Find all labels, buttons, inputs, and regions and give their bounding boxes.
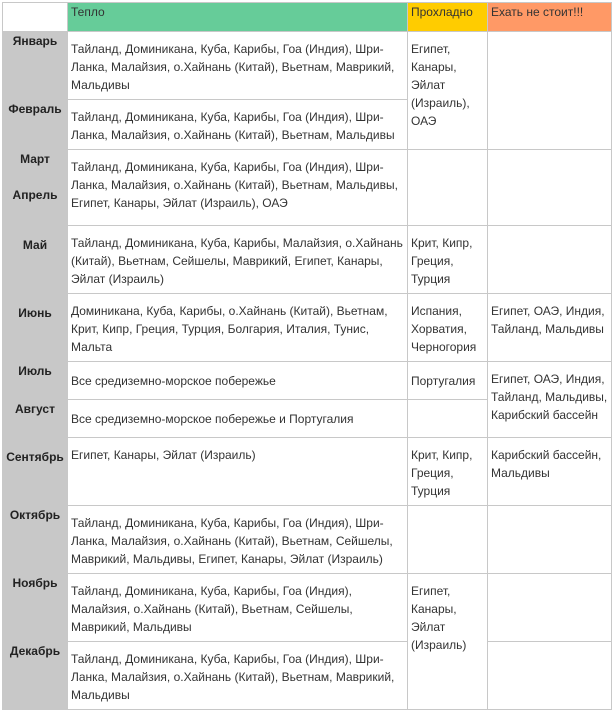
nogo-jan-feb: [488, 32, 612, 150]
table-row: [3, 362, 612, 400]
table-row: [3, 226, 612, 294]
warm-august: Все средиземно-морское побережье и Португалия: [68, 400, 408, 438]
month-december: Декабрь: [3, 642, 68, 710]
nogo-mar-apr: [488, 150, 612, 226]
table-row: [3, 506, 612, 574]
month-november: Ноябрь: [3, 574, 68, 642]
warm-february: Тайланд, Доминикана, Куба, Карибы, Гоа (Индия), Шри-Ланка, Малайзия, о.Хайнань (Китай), Вьетнам, Мальдивы: [68, 100, 408, 150]
warm-june: Доминикана, Куба, Карибы, о.Хайнань (Китай), Вьетнам, Крит, Кипр, Греция, Турция, Болгария, Италия, Тунис, Мальта: [68, 294, 408, 362]
header-nogo: Ехать не стоит!!!: [488, 3, 612, 32]
header-row: [3, 3, 612, 32]
travel-season-table: [2, 2, 612, 710]
month-may: Май: [3, 226, 68, 294]
nogo-june: Египет, ОАЭ, Индия, Тайланд, Мальдивы: [488, 294, 612, 362]
table-row: [3, 574, 612, 642]
cool-may: Крит, Кипр, Греция, Турция: [408, 226, 488, 294]
header-cool: Прохладно: [408, 3, 488, 32]
table-row: [3, 150, 612, 226]
cool-august: [408, 400, 488, 438]
warm-september: Египет, Канары, Эйлат (Израиль): [68, 438, 408, 506]
cool-jan-feb: Египет, Канары, Эйлат (Израиль), ОАЭ: [408, 32, 488, 150]
cool-june: Испания, Хорватия, Черногория: [408, 294, 488, 362]
month-january: Январь: [3, 32, 68, 100]
warm-december: Тайланд, Доминикана, Куба, Карибы, Гоа (Индия), Шри-Ланка, Малайзия, о.Хайнань (Китай), Вьетнам, Маврикий, Мальдивы: [68, 642, 408, 710]
month-march-april: [3, 150, 68, 226]
cool-mar-apr: [408, 150, 488, 226]
cool-october: [408, 506, 488, 574]
month-september: Сентябрь: [3, 438, 68, 506]
month-october: Октябрь: [3, 506, 68, 574]
warm-november: Тайланд, Доминикана, Куба, Карибы, Гоа (Индия), Малайзия, о.Хайнань (Китай), Вьетнам, Сейшелы, Маврикий, Мальдивы: [68, 574, 408, 642]
nogo-december: [488, 642, 612, 710]
table-row: [3, 642, 612, 710]
month-july: Июль: [3, 362, 68, 400]
warm-january: Тайланд, Доминикана, Куба, Карибы, Гоа (Индия), Шри-Ланка, Малайзия, о.Хайнань (Китай), Вьетнам, Маврикий, Мальдивы: [68, 32, 408, 100]
warm-may: Тайланд, Доминикана, Куба, Карибы, Малайзия, о.Хайнань (Китай), Вьетнам, Сейшелы, Маврикий, Египет, Канары, Эйлат (Израиль): [68, 226, 408, 294]
nogo-november: [488, 574, 612, 642]
nogo-may: [488, 226, 612, 294]
nogo-september: Карибский бассейн, Мальдивы: [488, 438, 612, 506]
table-row: [3, 294, 612, 362]
month-june: Июнь: [3, 294, 68, 362]
nogo-october: [488, 506, 612, 574]
warm-october: Тайланд, Доминикана, Куба, Карибы, Гоа (Индия), Шри-Ланка, Малайзия, о.Хайнань (Китай), Вьетнам, Сейшелы, Маврикий, Мальдивы, Египет, Канары, Эйлат (Израиль): [68, 506, 408, 574]
cool-september: Крит, Кипр, Греция, Турция: [408, 438, 488, 506]
month-august: Август: [3, 400, 68, 438]
cool-july: Португалия: [408, 362, 488, 400]
cool-nov-dec: Египет, Канары, Эйлат (Израиль): [408, 574, 488, 710]
nogo-jul-aug: Египет, ОАЭ, Индия, Тайланд, Мальдивы, Карибский бассейн: [488, 362, 612, 438]
table-row: [3, 438, 612, 506]
header-warm: Тепло: [68, 3, 408, 32]
month-february: Февраль: [3, 100, 68, 150]
month-march: Март: [20, 152, 50, 166]
corner-cell: [3, 3, 68, 32]
warm-mar-apr: Тайланд, Доминикана, Куба, Карибы, Гоа (Индия), Шри-Ланка, Малайзия, о.Хайнань (Китай), Вьетнам, Мальдивы, Египет, Канары, Эйлат (Израиль), ОАЭ: [68, 150, 408, 226]
warm-july: Все средиземно-морское побережье: [68, 362, 408, 400]
table-row: [3, 32, 612, 100]
month-april: Апрель: [12, 188, 58, 202]
